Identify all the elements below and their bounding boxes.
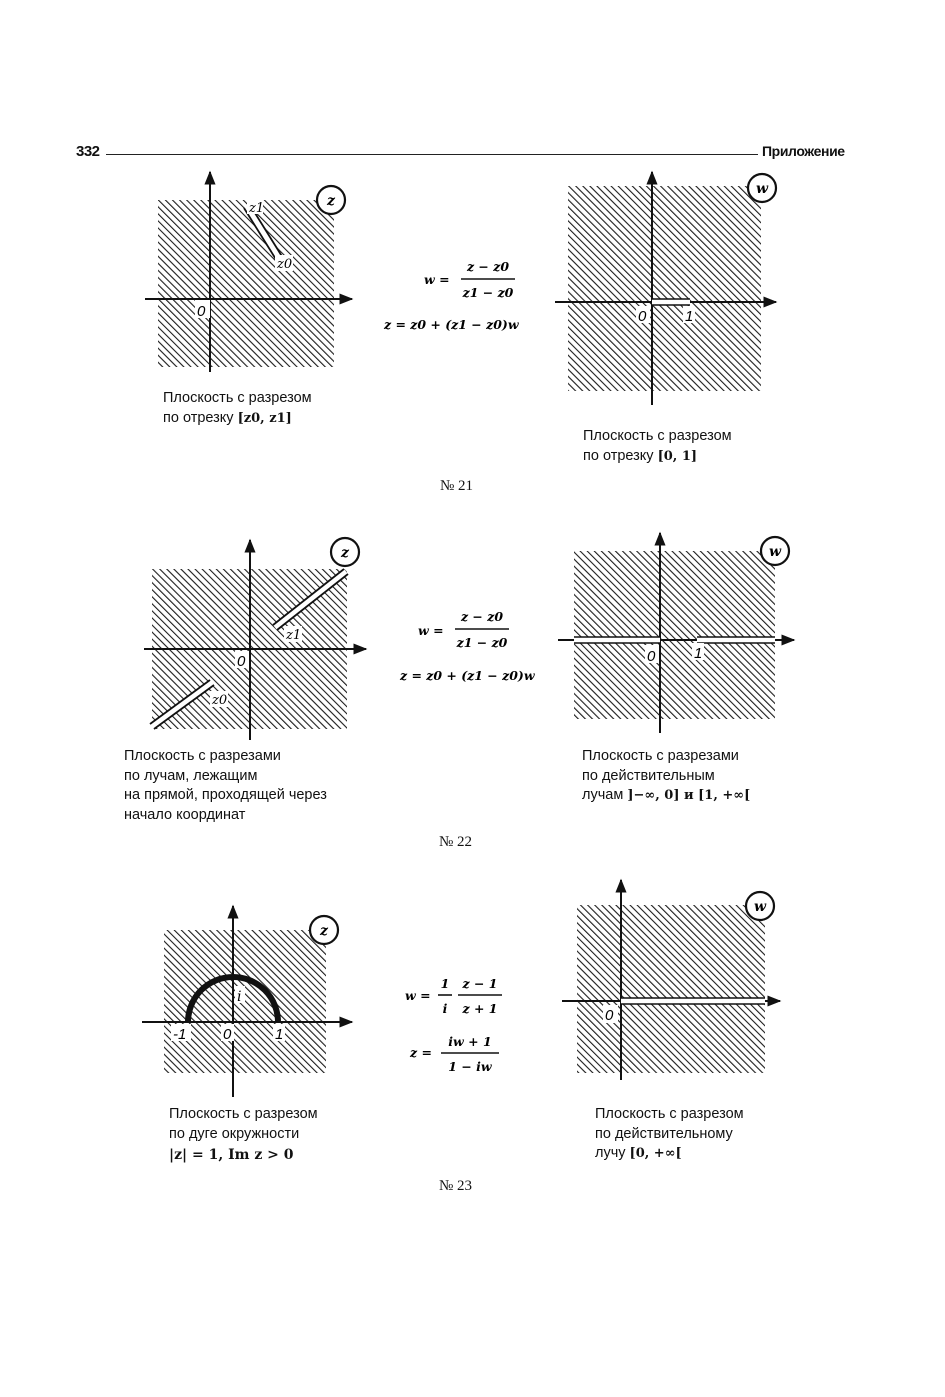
fig21-w-caption — [583, 427, 732, 466]
formula-w-frac1-numerator: 1 — [440, 976, 450, 991]
problem-number-21: № 21 — [440, 478, 474, 494]
point-one-label: 1 — [685, 308, 694, 325]
caption-line: Плоскость с разрезами — [582, 748, 739, 764]
fig23-z-plane — [142, 906, 352, 1097]
caption-line: лучам ]−∞, 0] и [1, +∞[ — [582, 787, 751, 803]
hatched-region — [574, 551, 775, 719]
fig21-z-plane — [145, 172, 352, 372]
cut-gap — [621, 998, 765, 1004]
fig21-z-caption — [163, 389, 312, 428]
fig22-z-plane — [144, 538, 366, 740]
point-i-label: i — [237, 989, 242, 1005]
origin-label: 0 — [223, 1026, 232, 1043]
point-one-label: 1 — [694, 645, 703, 662]
problem-number-23: № 23 — [439, 1178, 473, 1194]
caption-line: начало координат — [124, 806, 246, 823]
fig23-formulas — [405, 976, 502, 1074]
formula-w-denominator: z1 − z0 — [456, 635, 508, 650]
origin-label: 0 — [605, 1007, 614, 1024]
problem-number-22: № 22 — [439, 834, 473, 850]
point-z1-label: z1 — [286, 628, 302, 643]
caption-line: по действительному — [595, 1125, 733, 1142]
caption-line: по лучам, лежащим — [124, 767, 258, 784]
caption-line: Плоскость с разрезом — [583, 428, 732, 444]
formula-w-lhs: w = — [418, 623, 444, 638]
formula-w-numerator: z − z0 — [466, 259, 510, 274]
hatched-region — [568, 186, 761, 391]
point-z0-label: z0 — [277, 257, 293, 272]
formula-w-numerator: z − 1 — [462, 976, 498, 991]
fig22-w-plane — [558, 533, 794, 733]
caption-line: Плоскость с разрезами — [124, 748, 281, 764]
caption-line: Плоскость с разрезом — [595, 1106, 744, 1122]
caption-line: на прямой, проходящей через — [124, 787, 327, 803]
formula-z-lhs: z = — [410, 1045, 432, 1060]
formula-w-denominator: z1 − z0 — [462, 285, 514, 300]
formula-w-denominator: z + 1 — [462, 1001, 498, 1016]
formula-w-lhs: w = — [405, 988, 431, 1003]
formula-z: z = z0 + (z1 − z0)w — [400, 668, 535, 683]
w-plane-marker-label: w — [753, 899, 767, 915]
caption-math: |z| = 1, Im z > 0 — [169, 1147, 294, 1163]
z-plane-marker-label: z — [320, 923, 328, 939]
fig23-w-caption — [595, 1105, 744, 1164]
fig23-z-caption — [169, 1105, 318, 1166]
caption-math: [0, +∞[ — [629, 1146, 682, 1161]
origin-label: 0 — [638, 308, 647, 325]
cut-gap-right — [697, 637, 775, 643]
caption-line: по действительным — [582, 767, 715, 784]
fig21-w-plane — [555, 172, 776, 405]
origin-label: 0 — [197, 303, 206, 320]
caption-line: по дуге окружности — [169, 1125, 300, 1142]
hatched-region — [158, 200, 334, 367]
formula-z: z = z0 + (z1 − z0)w — [384, 317, 519, 332]
caption-line: лучу [0, +∞[ — [595, 1145, 682, 1161]
formula-w-frac1-denominator: i — [442, 1001, 448, 1016]
cut-gap-left — [574, 637, 660, 643]
fig22-w-caption — [582, 747, 750, 806]
z-plane-marker-label: z — [341, 545, 349, 561]
origin-label: 0 — [647, 648, 656, 665]
caption-line: Плоскость с разрезом — [169, 1106, 318, 1122]
caption-math: ]−∞, 0] и [1, +∞[ — [627, 788, 751, 803]
caption-line: по отрезку [0, 1] — [583, 447, 698, 464]
fig22-formulas — [399, 609, 536, 683]
fig23-w-plane — [562, 880, 780, 1080]
hatched-region — [577, 905, 765, 1073]
z-plane-marker-label: z — [327, 193, 335, 209]
caption-line: по отрезку [z0, z1] — [163, 409, 292, 426]
fig22-z-caption — [124, 747, 327, 825]
section-title: Приложение — [762, 143, 845, 159]
point-one-label: 1 — [275, 1026, 284, 1043]
caption-line: Плоскость с разрезом — [163, 390, 312, 406]
w-plane-marker-label: w — [755, 181, 769, 197]
caption-math: [z0, z1] — [237, 410, 292, 426]
caption-math: [0, 1] — [657, 448, 698, 464]
formula-w-numerator: z − z0 — [460, 609, 504, 624]
formula-z-denominator: 1 − iw — [448, 1059, 492, 1074]
formula-z-numerator: iw + 1 — [448, 1034, 492, 1049]
point-z1-label: z1 — [249, 201, 265, 216]
w-plane-marker-label: w — [768, 544, 782, 560]
point-minus-one-label: -1 — [173, 1026, 187, 1043]
origin-label: 0 — [237, 653, 246, 670]
formula-w-lhs: w = — [424, 272, 450, 287]
point-z0-label: z0 — [212, 693, 228, 708]
cut-gap — [652, 299, 690, 305]
fig21-formulas — [383, 259, 520, 332]
page-number: 332 — [76, 143, 100, 160]
